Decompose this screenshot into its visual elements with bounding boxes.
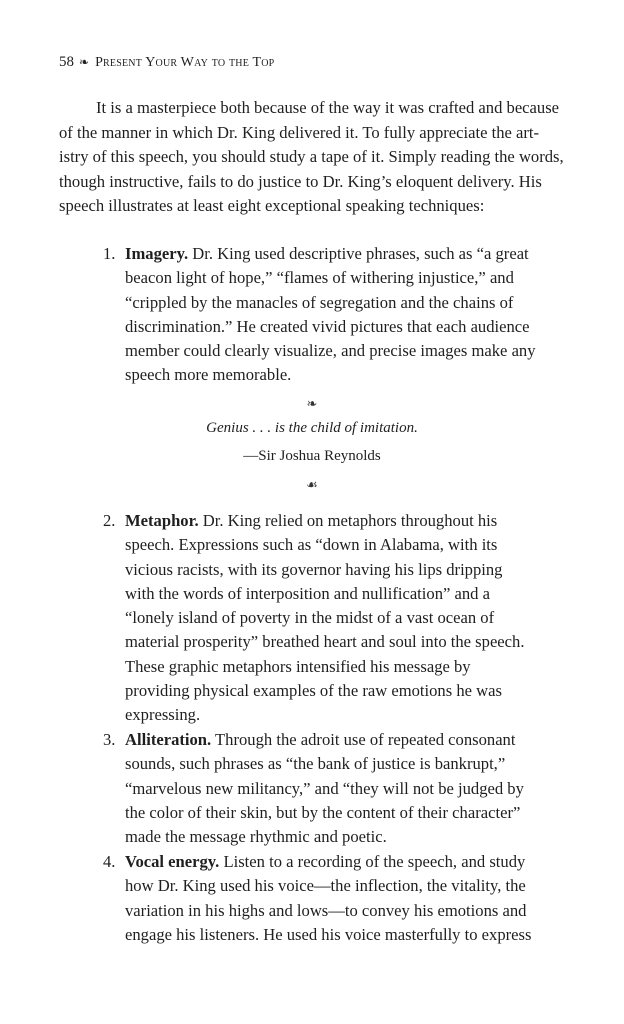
list-text: material prosperity” breathed heart and soul into the speech. [125,632,525,652]
list-number: 2. [103,511,116,530]
list-number: 1. [103,244,116,263]
fleuron-ornament-icon: ❧ [306,396,318,411]
list-number: 4. [103,852,116,871]
intro-line: It is a masterpiece both because of the way it was crafted and because [96,98,560,117]
list-item-body [125,728,524,849]
list-text: sounds, such phrases as “the bank of justice is bankrupt,” [125,754,506,774]
list-item-body [125,850,531,947]
intro-line: istry of this speech, you should study a tape of it. Simply reading the words, [59,147,564,167]
list-text: engage his listeners. He used his voice masterfully to express [125,924,532,944]
epigraph-quote: Genius . . . is the child of imitation. [206,420,418,436]
list-text: how Dr. King used his voice—the inflection, the vitality, the [125,876,526,896]
intro-line: though instructive, fails to do justice to Dr. King’s eloquent delivery. His [59,171,542,191]
list-text: speech more memorable. [125,365,292,385]
list-term: Imagery. [125,244,189,263]
list-text: “lonely island of poverty in the midst of a vast ocean of [125,608,495,628]
list-text: These graphic metaphors intensified his message by [125,656,471,676]
list-text: the color of their skin, but by the content of their character” [125,802,521,822]
list-text: speech. Expressions such as “down in Alabama, with its [125,535,498,555]
intro-line: speech illustrates at least eight exceptional speaking techniques: [59,196,485,216]
list-text: Through the adroit use of repeated consonant [211,730,516,749]
list-text: variation in his highs and lows—to convey his emotions and [125,900,527,920]
list-text: made the message rhythmic and poetic. [125,827,387,847]
list-term: Alliteration. [125,730,212,749]
list-text: beacon light of hope,” “flames of withering injustice,” and [125,268,514,288]
list-text: Dr. King relied on metaphors throughout his [198,511,498,530]
list-term: Vocal energy. [125,852,220,871]
epigraph-attribution: —Sir Joshua Reynolds [243,448,381,464]
list-text: expressing. [125,705,201,725]
list-number: 3. [103,730,116,749]
running-header [59,54,274,71]
intro-line: of the manner in which Dr. King delivered it. To fully appreciate the art- [59,122,540,142]
list-text: discrimination.” He created vivid pictures that each audience [125,316,530,336]
list-text: vicious racists, with its governor having his lips dripping [125,559,503,579]
list-text: with the words of interposition and nullification” and a [125,583,490,603]
list-text: providing physical examples of the raw emotions he was [125,681,502,701]
fleuron-ornament-icon: ❧ [79,55,90,69]
list-text: “marvelous new militancy,” and “they will not be judged by [125,778,524,798]
list-text: member could clearly visualize, and precise images make any [125,341,536,361]
page-number: 58 [59,54,74,70]
list-text: “crippled by the manacles of segregation and the chains of [125,292,514,312]
intro-paragraph [59,96,571,219]
list-item-body [125,509,524,728]
list-text: Dr. King used descriptive phrases, such as “a great [188,244,529,263]
list-term: Metaphor. [125,511,199,530]
running-title: Present Your Way to the Top [95,55,275,70]
list-item-body [125,242,536,388]
fleuron-ornament-icon: ☙ [306,477,318,492]
list-text: Listen to a recording of the speech, and study [219,852,526,871]
